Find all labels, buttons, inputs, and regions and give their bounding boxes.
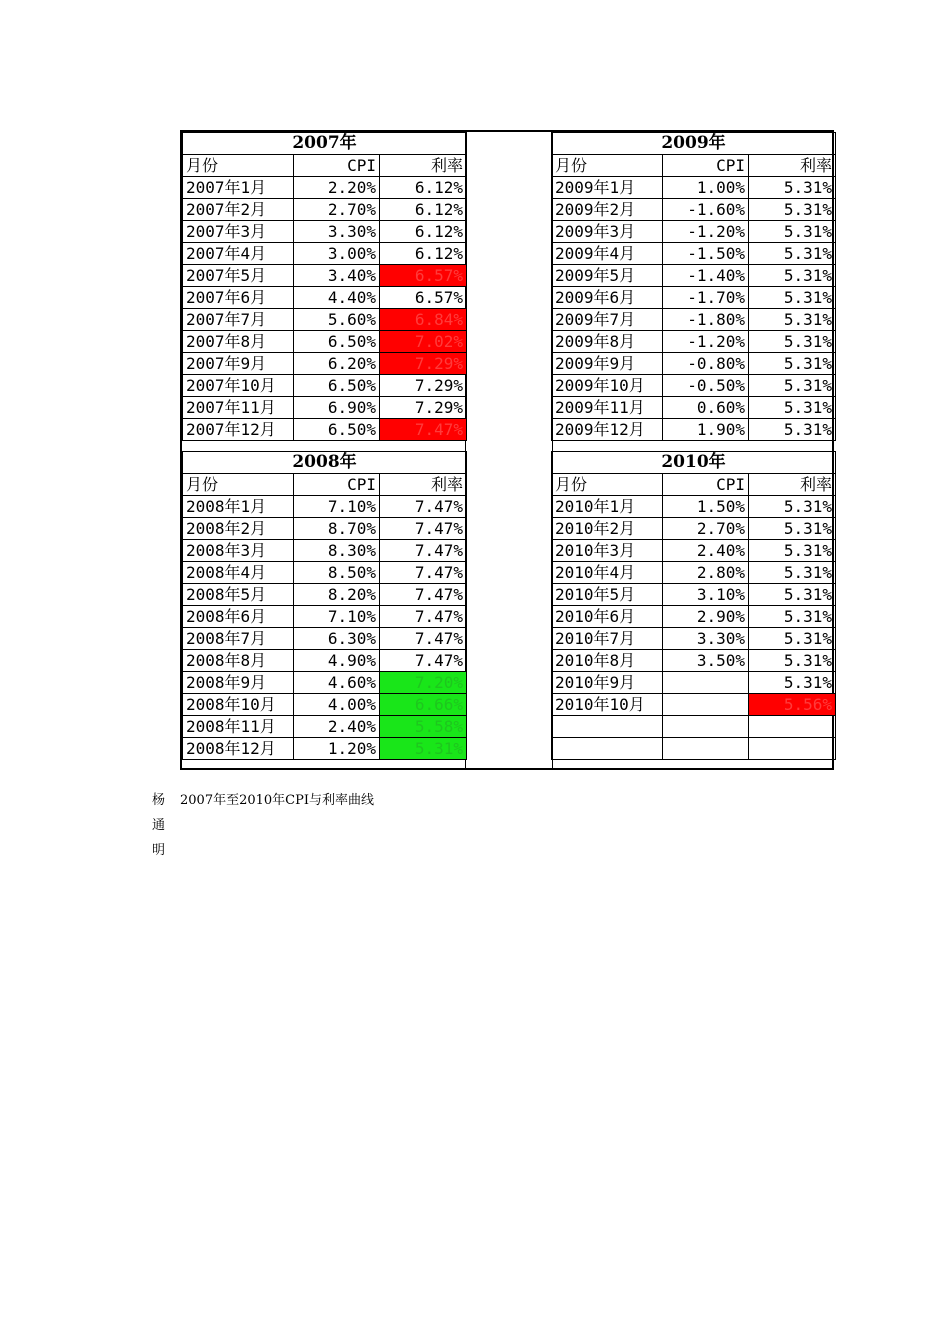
- month-cell: 2009年10月: [552, 375, 663, 397]
- cpi-cell: 3.10%: [663, 584, 749, 606]
- rate-cell: 5.31%: [749, 540, 836, 562]
- header-row: [183, 155, 467, 177]
- table-row: [183, 287, 467, 309]
- month-cell: 2009年2月: [552, 199, 663, 221]
- month-cell: 2009年12月: [552, 419, 663, 441]
- month-cell: 2010年5月: [552, 584, 663, 606]
- month-cell: 2009年3月: [552, 221, 663, 243]
- rate-cell: 7.47%: [380, 562, 467, 584]
- cpi-cell: 0.60%: [663, 397, 749, 419]
- header-row: [552, 155, 836, 177]
- cpi-cell: -1.50%: [663, 243, 749, 265]
- table-row: [183, 177, 467, 199]
- column-header: 月份: [183, 474, 294, 496]
- rate-cell: 5.31%: [749, 265, 836, 287]
- column-header: CPI: [663, 155, 749, 177]
- cpi-cell: -1.20%: [663, 331, 749, 353]
- table-2010: [551, 451, 834, 760]
- cpi-cell: 6.50%: [294, 331, 380, 353]
- cpi-cell: -1.60%: [663, 199, 749, 221]
- cpi-cell: [663, 716, 749, 738]
- cpi-cell: 4.60%: [294, 672, 380, 694]
- rate-cell: 5.56%: [749, 694, 836, 716]
- month-cell: 2010年10月: [552, 694, 663, 716]
- table-row: [183, 397, 467, 419]
- rate-cell: 5.31%: [749, 628, 836, 650]
- month-cell: 2010年4月: [552, 562, 663, 584]
- month-cell: 2008年12月: [183, 738, 294, 760]
- cpi-cell: [663, 672, 749, 694]
- rate-cell: 5.31%: [749, 562, 836, 584]
- cpi-cell: 8.50%: [294, 562, 380, 584]
- rate-cell: 5.31%: [749, 672, 836, 694]
- cpi-cell: 6.30%: [294, 628, 380, 650]
- rate-cell: 5.31%: [749, 375, 836, 397]
- rate-cell: 5.31%: [749, 243, 836, 265]
- table-row: [183, 628, 467, 650]
- table-title: 2008年: [183, 452, 467, 474]
- rate-cell: 7.47%: [380, 650, 467, 672]
- cpi-cell: -1.70%: [663, 287, 749, 309]
- month-cell: 2007年1月: [183, 177, 294, 199]
- rate-cell: 5.31%: [749, 177, 836, 199]
- cpi-cell: 8.70%: [294, 518, 380, 540]
- cpi-cell: 3.30%: [663, 628, 749, 650]
- table-row: [552, 419, 836, 441]
- table-row: [183, 265, 467, 287]
- rate-cell: 7.29%: [380, 375, 467, 397]
- year-table: [551, 132, 836, 441]
- table-row: [552, 243, 836, 265]
- rate-cell: 7.47%: [380, 419, 467, 441]
- table-row: [183, 419, 467, 441]
- table-row: [552, 716, 836, 738]
- table-row: [183, 331, 467, 353]
- month-cell: 2010年6月: [552, 606, 663, 628]
- month-cell: 2010年3月: [552, 540, 663, 562]
- cpi-cell: 3.30%: [294, 221, 380, 243]
- cpi-cell: 2.80%: [663, 562, 749, 584]
- table-row: [183, 375, 467, 397]
- month-cell: 2008年7月: [183, 628, 294, 650]
- cpi-cell: 1.00%: [663, 177, 749, 199]
- table-row: [183, 496, 467, 518]
- rate-cell: 5.31%: [749, 331, 836, 353]
- month-cell: 2008年6月: [183, 606, 294, 628]
- rate-cell: 5.31%: [380, 738, 467, 760]
- cpi-cell: 8.20%: [294, 584, 380, 606]
- table-row: [183, 694, 467, 716]
- rate-cell: 6.57%: [380, 287, 467, 309]
- column-header: CPI: [294, 155, 380, 177]
- table-row: [552, 606, 836, 628]
- month-cell: 2009年6月: [552, 287, 663, 309]
- month-cell: 2009年7月: [552, 309, 663, 331]
- month-cell: 2009年4月: [552, 243, 663, 265]
- month-cell: 2008年2月: [183, 518, 294, 540]
- month-cell: 2009年5月: [552, 265, 663, 287]
- rate-cell: 5.31%: [749, 397, 836, 419]
- rate-cell: 5.31%: [749, 309, 836, 331]
- rate-cell: 7.47%: [380, 584, 467, 606]
- table-row: [183, 562, 467, 584]
- cpi-cell: 1.50%: [663, 496, 749, 518]
- cpi-cell: 5.60%: [294, 309, 380, 331]
- rate-cell: 7.29%: [380, 397, 467, 419]
- rate-cell: 7.47%: [380, 628, 467, 650]
- cpi-cell: [663, 694, 749, 716]
- cpi-cell: [663, 738, 749, 760]
- cpi-cell: -0.50%: [663, 375, 749, 397]
- table-row: [552, 540, 836, 562]
- month-cell: [552, 716, 663, 738]
- cpi-cell: 1.20%: [294, 738, 380, 760]
- cpi-cell: 3.00%: [294, 243, 380, 265]
- column-header: 利率: [749, 155, 836, 177]
- month-cell: 2007年10月: [183, 375, 294, 397]
- month-cell: 2009年11月: [552, 397, 663, 419]
- month-cell: 2007年3月: [183, 221, 294, 243]
- header-row: [183, 474, 467, 496]
- table-row: [183, 309, 467, 331]
- table-row: [552, 331, 836, 353]
- rate-cell: 5.31%: [749, 584, 836, 606]
- month-cell: 2008年3月: [183, 540, 294, 562]
- month-cell: 2008年9月: [183, 672, 294, 694]
- column-header: CPI: [663, 474, 749, 496]
- rate-cell: 5.31%: [749, 287, 836, 309]
- table-row: [552, 287, 836, 309]
- table-row: [552, 672, 836, 694]
- month-cell: 2007年7月: [183, 309, 294, 331]
- column-header: CPI: [294, 474, 380, 496]
- table-row: [183, 606, 467, 628]
- table-row: [183, 672, 467, 694]
- rate-cell: 5.31%: [749, 650, 836, 672]
- column-header: 利率: [380, 474, 467, 496]
- table-row: [183, 584, 467, 606]
- cpi-cell: 2.70%: [663, 518, 749, 540]
- rate-cell: 6.84%: [380, 309, 467, 331]
- month-cell: 2010年7月: [552, 628, 663, 650]
- rate-cell: 7.29%: [380, 353, 467, 375]
- year-table: [182, 132, 467, 441]
- month-cell: 2007年11月: [183, 397, 294, 419]
- month-cell: 2007年6月: [183, 287, 294, 309]
- table-row: [552, 738, 836, 760]
- table-row: [552, 628, 836, 650]
- table-row: [552, 650, 836, 672]
- table-row: [183, 518, 467, 540]
- month-cell: 2008年11月: [183, 716, 294, 738]
- month-cell: 2010年8月: [552, 650, 663, 672]
- table-row: [552, 584, 836, 606]
- table-row: [183, 540, 467, 562]
- cpi-cell: -1.20%: [663, 221, 749, 243]
- table-row: [183, 221, 467, 243]
- rate-cell: 6.57%: [380, 265, 467, 287]
- cpi-cell: 6.90%: [294, 397, 380, 419]
- column-header: 月份: [552, 474, 663, 496]
- table-row: [552, 496, 836, 518]
- month-cell: 2009年9月: [552, 353, 663, 375]
- month-cell: 2007年4月: [183, 243, 294, 265]
- cpi-cell: 2.20%: [294, 177, 380, 199]
- cpi-cell: 6.50%: [294, 419, 380, 441]
- table-row: [183, 243, 467, 265]
- table-row: [183, 650, 467, 672]
- month-cell: 2009年8月: [552, 331, 663, 353]
- rate-cell: [749, 716, 836, 738]
- month-cell: 2008年4月: [183, 562, 294, 584]
- year-table: [182, 451, 467, 760]
- table-row: [552, 177, 836, 199]
- rate-cell: 5.31%: [749, 199, 836, 221]
- cpi-cell: -1.40%: [663, 265, 749, 287]
- month-cell: 2008年1月: [183, 496, 294, 518]
- table-title: 2010年: [552, 452, 836, 474]
- column-header: 利率: [380, 155, 467, 177]
- column-header: 月份: [552, 155, 663, 177]
- spreadsheet: [180, 130, 834, 770]
- cpi-cell: 2.90%: [663, 606, 749, 628]
- cpi-cell: 2.70%: [294, 199, 380, 221]
- table-row: [552, 694, 836, 716]
- cpi-cell: 2.40%: [294, 716, 380, 738]
- rate-cell: 6.12%: [380, 177, 467, 199]
- table-row: [552, 353, 836, 375]
- table-row: [552, 397, 836, 419]
- table-row: [552, 375, 836, 397]
- cpi-cell: 1.90%: [663, 419, 749, 441]
- month-cell: [552, 738, 663, 760]
- rate-cell: 7.20%: [380, 672, 467, 694]
- table-2007: [182, 132, 466, 441]
- month-cell: 2010年9月: [552, 672, 663, 694]
- rate-cell: 7.02%: [380, 331, 467, 353]
- month-cell: 2007年9月: [183, 353, 294, 375]
- rate-cell: 5.31%: [749, 221, 836, 243]
- rate-cell: 5.31%: [749, 518, 836, 540]
- cpi-cell: 6.50%: [294, 375, 380, 397]
- cpi-cell: 7.10%: [294, 606, 380, 628]
- month-cell: 2007年8月: [183, 331, 294, 353]
- spacer-column: [465, 132, 553, 768]
- rate-cell: 5.31%: [749, 496, 836, 518]
- month-cell: 2007年5月: [183, 265, 294, 287]
- table-row: [552, 562, 836, 584]
- table-row: [183, 353, 467, 375]
- rate-cell: 5.31%: [749, 606, 836, 628]
- rate-cell: [749, 738, 836, 760]
- cpi-cell: 8.30%: [294, 540, 380, 562]
- author-name: 杨 通 明: [152, 793, 166, 858]
- cpi-cell: 3.40%: [294, 265, 380, 287]
- cpi-cell: 4.90%: [294, 650, 380, 672]
- rate-cell: 5.31%: [749, 353, 836, 375]
- table-2008: [182, 451, 466, 760]
- cpi-cell: 3.50%: [663, 650, 749, 672]
- month-cell: 2010年1月: [552, 496, 663, 518]
- table-row: [552, 265, 836, 287]
- year-table: [551, 451, 836, 760]
- cpi-cell: 7.10%: [294, 496, 380, 518]
- cpi-cell: 6.20%: [294, 353, 380, 375]
- rate-cell: 5.58%: [380, 716, 467, 738]
- table-row: [183, 199, 467, 221]
- table-row: [552, 221, 836, 243]
- table-row: [552, 518, 836, 540]
- rate-cell: 5.31%: [749, 419, 836, 441]
- month-cell: 2007年12月: [183, 419, 294, 441]
- rate-cell: 6.66%: [380, 694, 467, 716]
- month-cell: 2007年2月: [183, 199, 294, 221]
- month-cell: 2008年5月: [183, 584, 294, 606]
- table-title: 2007年: [183, 133, 467, 155]
- cpi-cell: 4.40%: [294, 287, 380, 309]
- month-cell: 2009年1月: [552, 177, 663, 199]
- table-row: [552, 309, 836, 331]
- rate-cell: 6.12%: [380, 243, 467, 265]
- table-2009: [551, 132, 834, 441]
- table-row: [552, 199, 836, 221]
- rate-cell: 7.47%: [380, 518, 467, 540]
- table-row: [183, 738, 467, 760]
- month-cell: 2008年8月: [183, 650, 294, 672]
- table-row: [183, 716, 467, 738]
- month-cell: 2010年2月: [552, 518, 663, 540]
- caption-text: 2007年至2010年CPI与利率曲线: [180, 793, 374, 808]
- column-header: 月份: [183, 155, 294, 177]
- table-title: 2009年: [552, 133, 836, 155]
- cpi-cell: 2.40%: [663, 540, 749, 562]
- cpi-cell: -1.80%: [663, 309, 749, 331]
- column-header: 利率: [749, 474, 836, 496]
- cpi-cell: -0.80%: [663, 353, 749, 375]
- month-cell: 2008年10月: [183, 694, 294, 716]
- rate-cell: 7.47%: [380, 606, 467, 628]
- rate-cell: 7.47%: [380, 540, 467, 562]
- rate-cell: 6.12%: [380, 199, 467, 221]
- header-row: [552, 474, 836, 496]
- figure-caption: [152, 788, 374, 863]
- cpi-cell: 4.00%: [294, 694, 380, 716]
- rate-cell: 6.12%: [380, 221, 467, 243]
- rate-cell: 7.47%: [380, 496, 467, 518]
